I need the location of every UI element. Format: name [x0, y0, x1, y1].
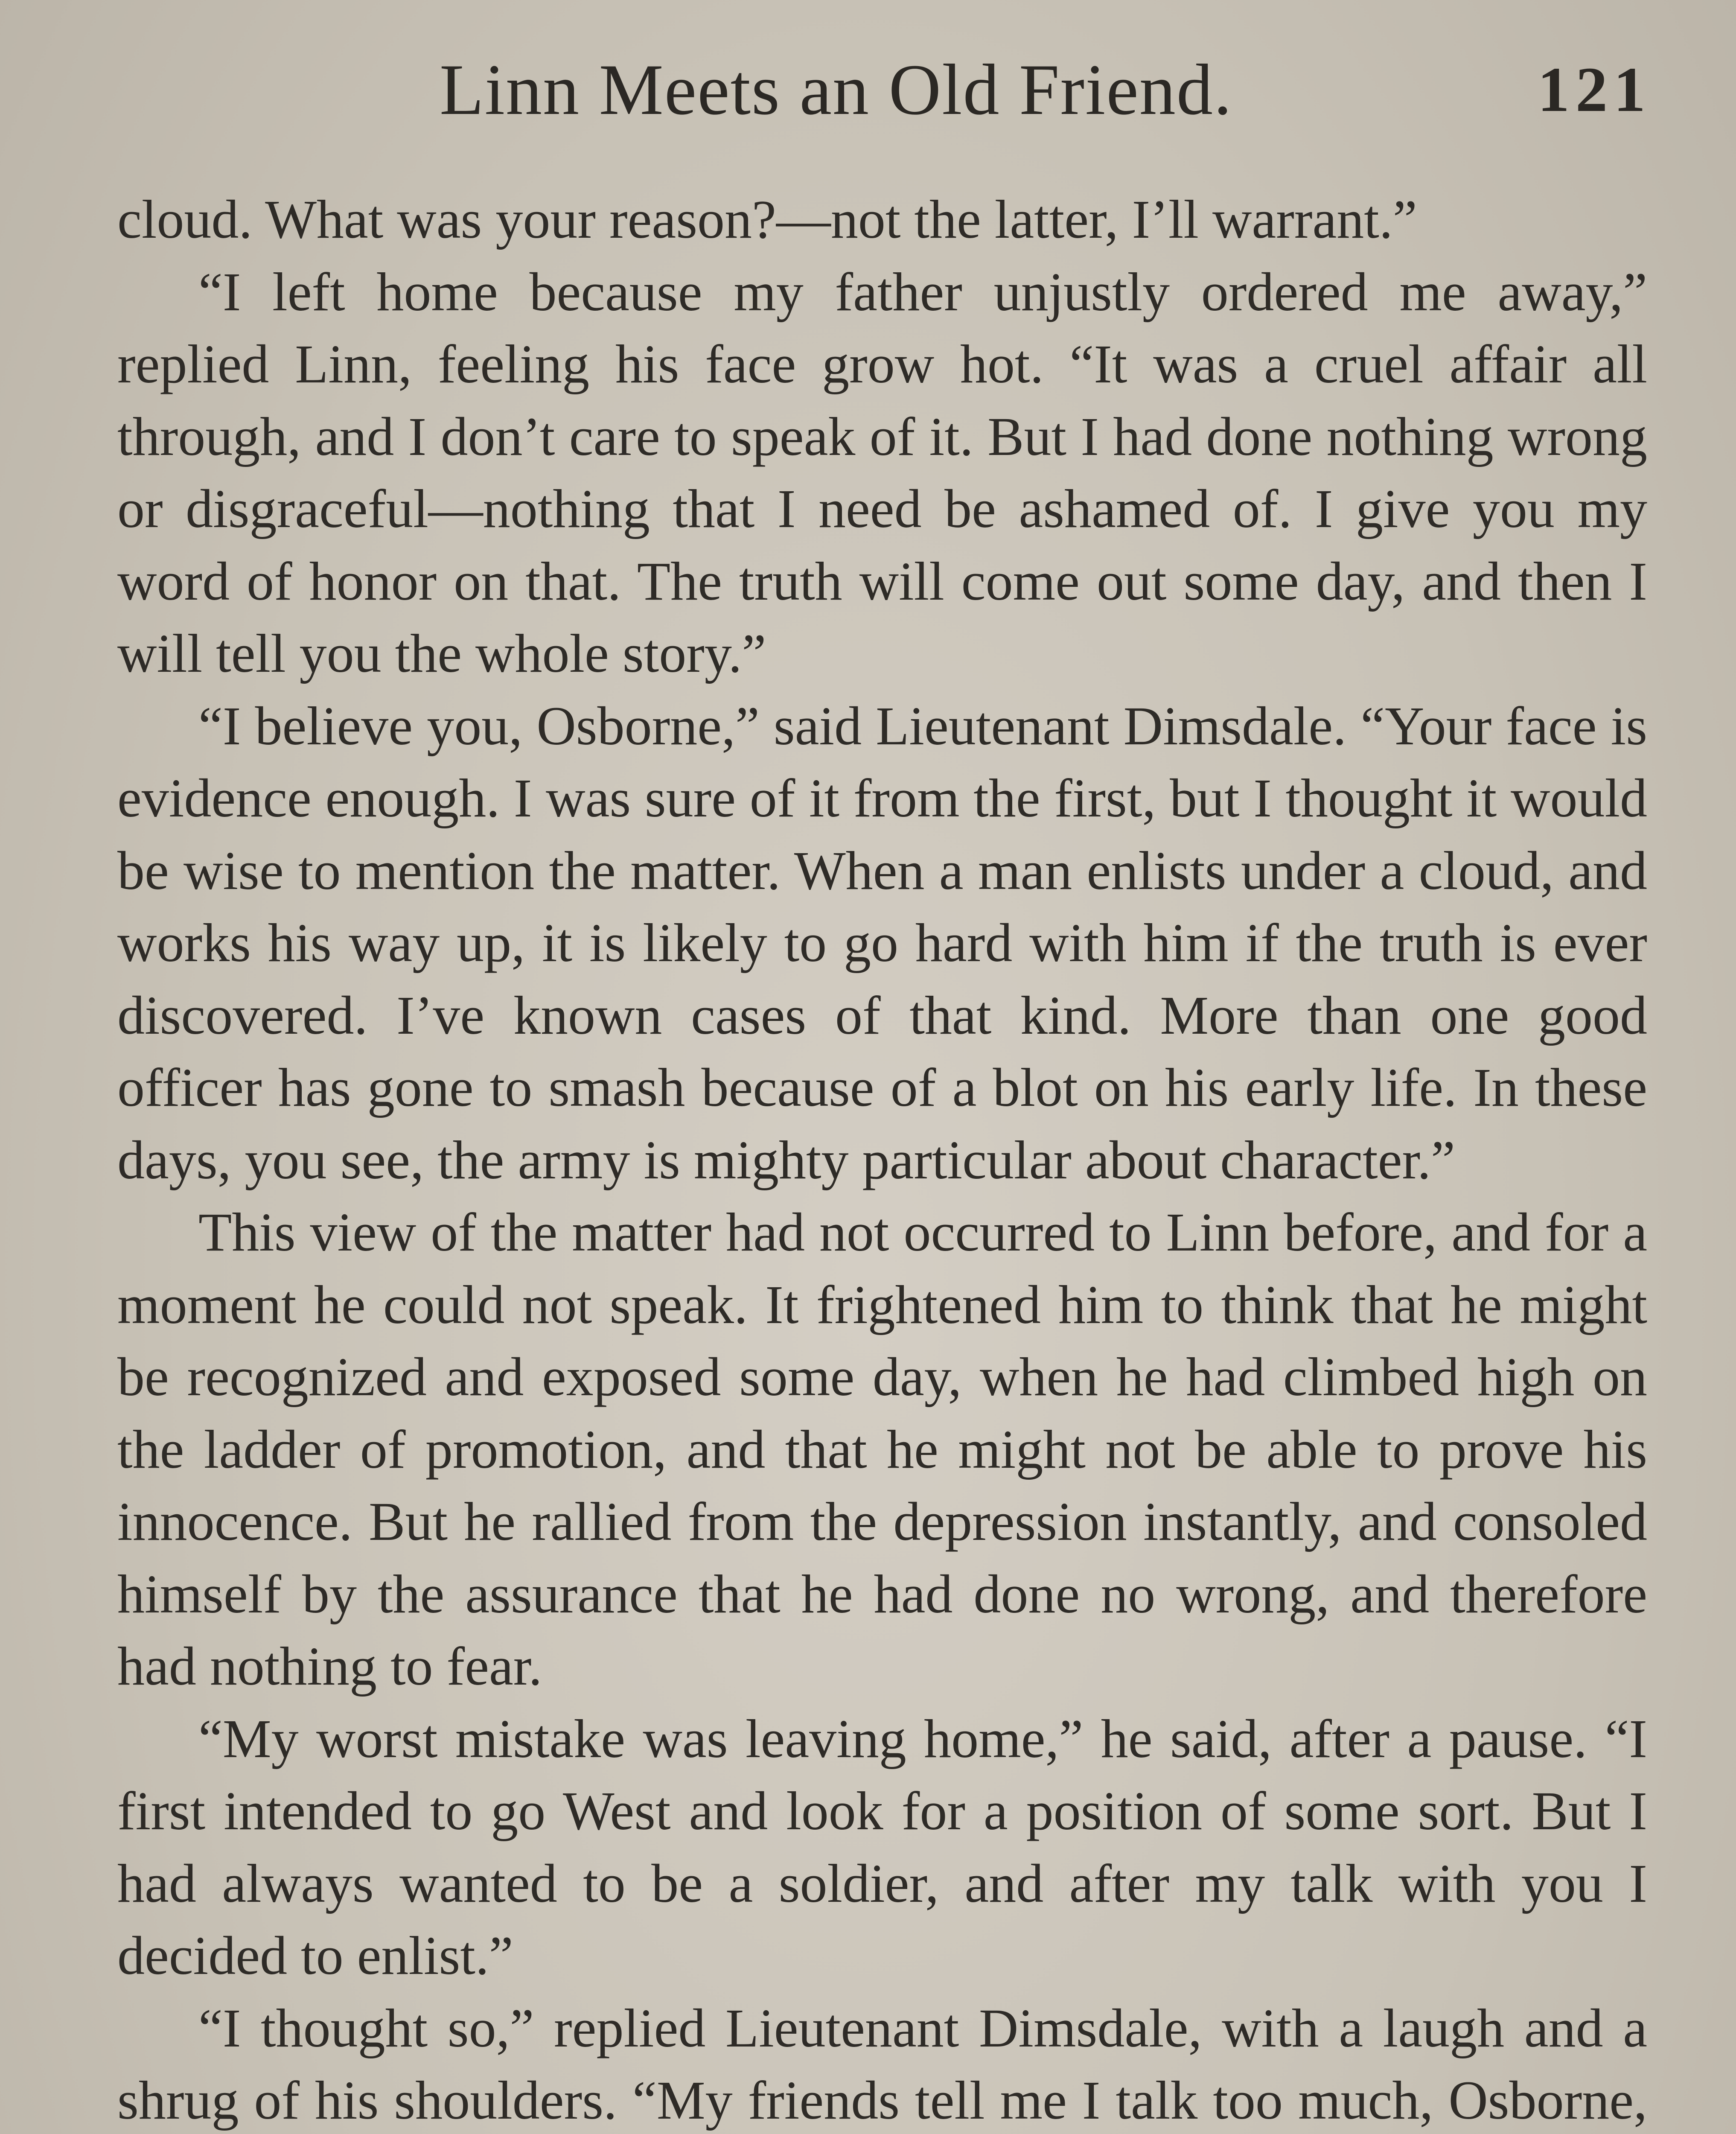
- body-text: [117, 184, 1647, 2134]
- paragraph: “I believe you, Osborne,” said Lieutenant Dimsdale. “Your face is evidence enough. I was sure of it from the first, but I thought it would be wise to mention the matter. When a man enlists under a cloud, and works his way up, it is likely to go hard with him if the truth is ever discovered. I’ve known cases of that kind. More than one good officer has gone to smash because of a blot on his early life. In these days, you see, the army is mighty particular about character.”: [117, 695, 1647, 1190]
- paragraph-continuation: cloud. What was your reason?—not the latter, I’ll warrant.”: [117, 189, 1417, 250]
- paragraph: This view of the matter had not occurred to Linn before, and for a moment he could not speak. It frightened him to think that he might be recognized and exposed some day, when he had climbed high on the ladder of promotion, and that he might not be able to prove his innocence. But he rallied from the depression instantly, and consoled himself by the assurance that he had done no wrong, and therefore had nothing to fear.: [117, 1202, 1647, 1697]
- page-number: 121: [1538, 54, 1652, 125]
- paragraph: “I thought so,” replied Lieutenant Dimsdale, with a laugh and a shrug of his shoulders. “My friends tell me I talk too much, Osborne,: [117, 1997, 1647, 2131]
- paragraph: “My worst mistake was leaving home,” he said, after a pause. “I first intended to go West and look for a position of some sort. But I had always wanted to be a soldier, and after my talk with you I decided to enlist.”: [117, 1708, 1647, 1986]
- running-title: Linn Meets an Old Friend.: [440, 50, 1233, 130]
- page-header: [115, 47, 1652, 132]
- paragraph: “I left home because my father unjustly ordered me away,” replied Linn, feeling his face grow hot. “It was a cruel affair all through, and I don’t care to speak of it. But I had done nothing wrong or disgraceful—nothing that I need be ashamed of. I give you my word of honor on that. The truth will come out some day, and then I will tell you the whole story.”: [117, 261, 1647, 684]
